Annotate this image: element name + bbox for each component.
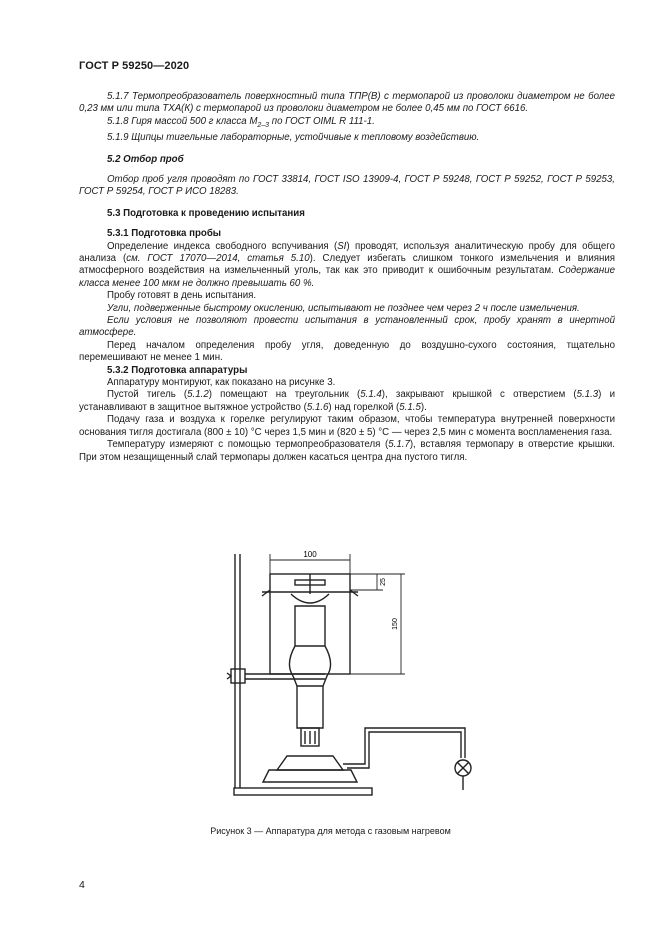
dimension-width: 100 bbox=[303, 550, 317, 559]
apparatus-drawing bbox=[225, 546, 505, 808]
clamp bbox=[231, 669, 245, 683]
burner-base bbox=[277, 756, 343, 770]
document-body bbox=[79, 91, 615, 464]
figure-caption: Рисунок 3 — Аппаратура для метода с газовым нагревом bbox=[210, 826, 451, 836]
dimension-height: 150 bbox=[392, 618, 399, 630]
apparatus-figure bbox=[225, 546, 505, 813]
item-5-1-8: 5.1.8 Гиря массой 500 г класса $M_{2-3}$ по ГОСТ OIML R 111-1. bbox=[107, 115, 375, 129]
section-5-3-title: 5.3 Подготовка к проведению испытания bbox=[107, 207, 305, 219]
section-5-3-2-title: 5.3.2 Подготовка аппаратуры bbox=[107, 364, 248, 376]
dimension-top: 25 bbox=[380, 578, 387, 586]
paragraph-same-day: Пробу готовят в день испытания. bbox=[107, 290, 257, 302]
burner-chimney bbox=[289, 606, 330, 728]
paragraph-assembly: Аппаратуру монтируют, как показано на рисунке 3. bbox=[107, 377, 336, 389]
crucible bbox=[291, 594, 329, 603]
paragraph-mixing: Перед началом определения пробу угля, доведенную до воздушно-сухого состояния, тщательно перемешивают не менее 1 мин. bbox=[79, 339, 615, 364]
section-5-2-title: 5.2 Отбор проб bbox=[107, 153, 184, 165]
item-5-1-7: 5.1.7 Термопреобразователь поверхностный типа ТПР(В) с термопарой из проволоки диаметром не более 0,23 мм или типа ТХА(К) с термопарой из проволоки диаметром не более 0,45 мм по ГОСТ 6616. bbox=[79, 91, 615, 115]
paragraph-si: Определение индекса свободного вспучивания (SI) проводят, используя аналитическую пробу для общего анализа (см. ГОСТ 17070—2014, статья 5.10). Следует избегать слишком тонкого измельчения и влияния атмосферного воздействия на измельченный уголь, так как это приводит к ошибочным результатам. Содержание класса менее 100 мкм не должно превышать 60 %. bbox=[79, 240, 615, 289]
paragraph-inert: Если условия не позволяют провести испытания в установленный срок, пробу хранят в инертной атмосфере. bbox=[79, 315, 615, 339]
paragraph-temperature: Температуру измеряют с помощью термопреобразователя (5.1.7), вставляя термопару в отверстие крышки. При этом незащищенный слай термопары должен касаться центра дна пустого тигля. bbox=[79, 439, 615, 463]
paragraph-crucible: Пустой тигель (5.1.2) помещают на треугольник (5.1.4), закрывают крышкой с отверстием (5.1.3) и устанавливают в защитное вытяжное устройство (5.1.6) над горелкой (5.1.5). bbox=[79, 389, 615, 413]
section-5-2-text: Отбор проб угля проводят по ГОСТ 33814, ГОСТ ISO 13909-4, ГОСТ Р 59248, ГОСТ Р 59252, ГОСТ Р 59253, ГОСТ Р 59254, ГОСТ Р ИСО 18283. bbox=[79, 173, 615, 198]
page-number: 4 bbox=[79, 879, 85, 891]
gas-pipe bbox=[343, 728, 465, 764]
paragraph-gas-regulation: Подачу газа и воздуха к горелке регулируют таким образом, чтобы температура внутренней поверхности основания тигля достигала (800 ± 10) °С через 1,5 мин и (820 ± 5) °С — через 2,5 мин с момента воспламенения газа. bbox=[79, 414, 615, 438]
item-5-1-9: 5.1.9 Щипцы тигельные лабораторные, устойчивые к тепловому воздействию. bbox=[107, 132, 480, 144]
section-5-3-1-title: 5.3.1 Подготовка пробы bbox=[107, 228, 222, 240]
paragraph-oxidation: Угли, подверженные быстрому окислению, испытывают не позднее чем через 2 ч после измельчения. bbox=[107, 302, 580, 314]
document-header: ГОСТ Р 59250—2020 bbox=[79, 60, 190, 72]
base-plate bbox=[234, 788, 372, 795]
